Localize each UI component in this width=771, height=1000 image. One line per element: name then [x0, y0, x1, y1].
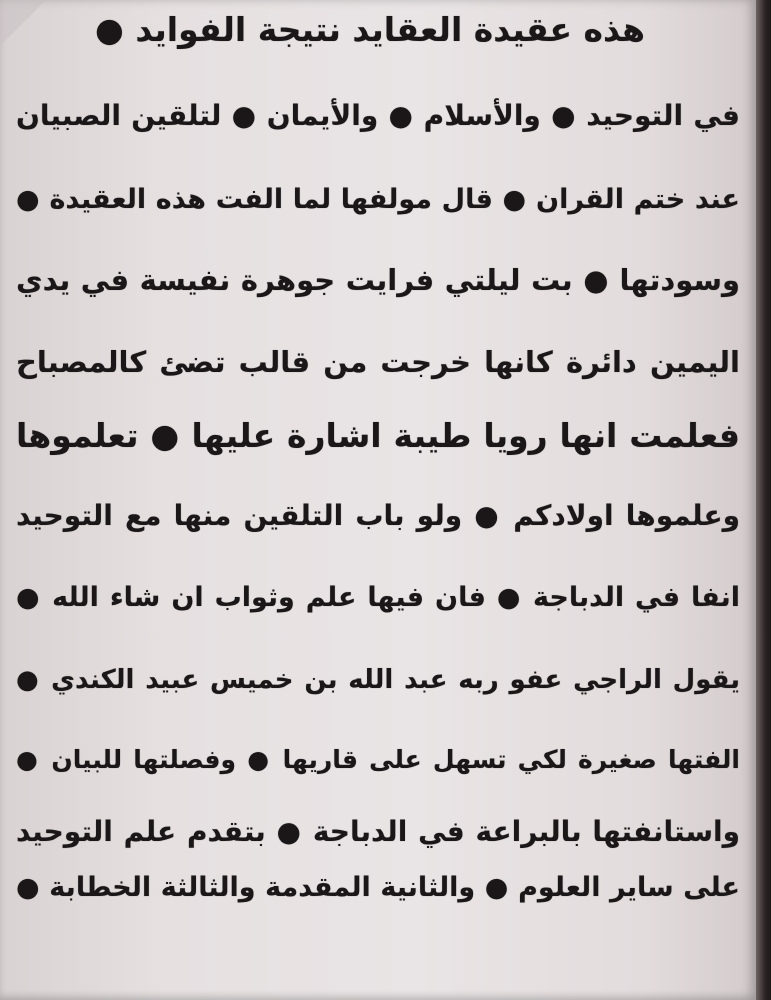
manuscript-line-10: واستانفتها بالبراعة في الدباجة ● بتقدم علم التوحيد — [16, 815, 740, 848]
manuscript-line-6: وعلموها اولادكم ● ولو باب التلقين منها مع التوحيد — [16, 499, 740, 532]
manuscript-line-4: اليمين دائرة كانها خرجت من قالب تضئ كالمصباح — [16, 345, 740, 379]
manuscript-line-8: يقول الراجي عفو ربه عبد الله بن خميس عبيد الكندي ● — [16, 665, 740, 695]
page-edge-shadow — [756, 0, 771, 1000]
page-corner-fold — [0, 0, 46, 46]
manuscript-line-5: فعلمت انها رويا طيبة اشارة عليها ● تعلموها — [16, 416, 740, 455]
manuscript-line-7: انفا في الدباجة ● فان فيها علم وثواب ان شاء الله ● — [16, 582, 740, 613]
manuscript-line-2: عند ختم القران ● قال مولفها لما الفت هذه العقيدة ● — [16, 184, 740, 215]
manuscript-line-9: الفتها صغيرة لكي تسهل على قاريها ● وفصلتها للبيان ● — [16, 745, 740, 774]
manuscript-line-1: في التوحيد ● والأسلام ● والأيمان ● لتلقين الصبيان — [16, 99, 740, 132]
manuscript-line-3: وسودتها ● بت ليلتي فرايت جوهرة نفيسة في يدي — [16, 263, 740, 297]
manuscript-line-11: على ساير العلوم ● والثانية المقدمة والثالثة الخطابة ● — [16, 872, 740, 903]
manuscript-heading: هذه عقيدة العقايد نتيجة الفوايد ● — [95, 10, 645, 49]
